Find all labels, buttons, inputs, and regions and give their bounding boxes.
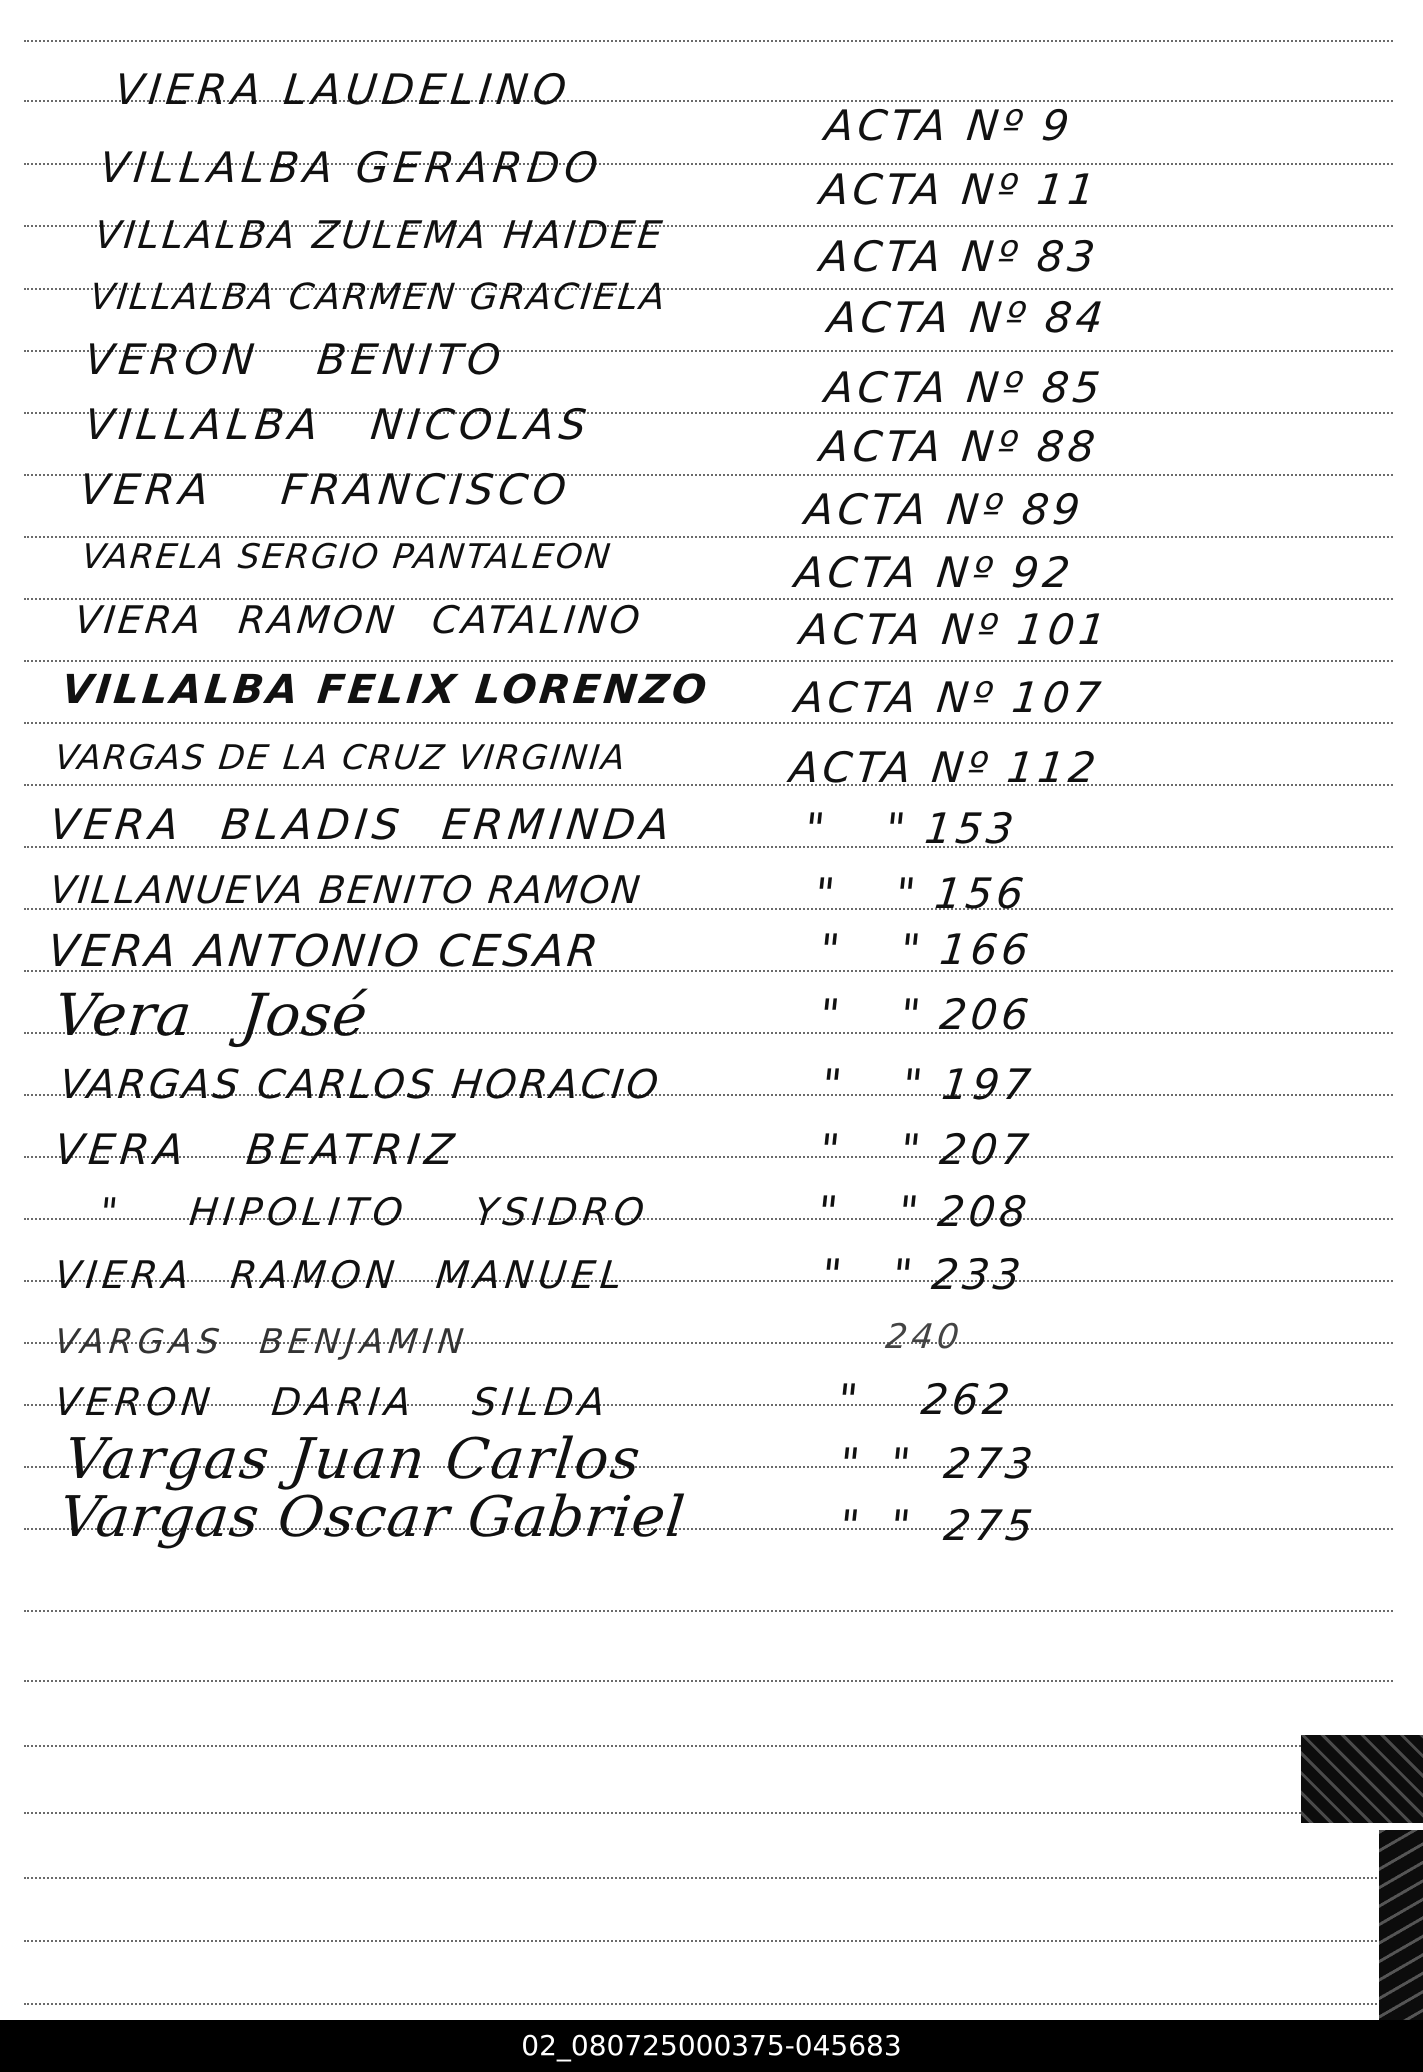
entry-name: VERON DARIA SILDA	[52, 1380, 612, 1424]
acta-label: ACTA Nº	[822, 363, 1029, 412]
acta-label: ACTA Nº	[787, 743, 994, 792]
acta-label: " "	[812, 869, 922, 918]
list-item	[0, 590, 1423, 654]
acta-label: " "	[817, 925, 927, 974]
acta-label: " "	[837, 1501, 917, 1550]
acta-number: 275	[941, 1501, 1039, 1550]
acta-number: 112	[1004, 743, 1102, 792]
entry-name: Vargas Juan Carlos	[61, 1427, 645, 1492]
acta-label	[868, 1309, 873, 1358]
acta-number: 273	[941, 1439, 1039, 1488]
entry-acta	[817, 985, 1113, 1045]
acta-number: 208	[935, 1187, 1033, 1236]
entry-name: VARGAS BENJAMIN	[52, 1322, 471, 1362]
ruled-line	[24, 722, 1393, 724]
ruled-line	[24, 1745, 1393, 1747]
ruled-line	[24, 2003, 1393, 2005]
acta-number: 156	[932, 869, 1030, 918]
list-item	[0, 922, 1423, 982]
list-item	[0, 460, 1423, 534]
acta-label: " "	[817, 1125, 927, 1174]
ruled-line	[24, 1680, 1393, 1682]
acta-label: " "	[802, 804, 912, 853]
ruled-line	[24, 1940, 1393, 1942]
entry-name: VARELA SERGIO PANTALEON	[79, 537, 615, 577]
entry-acta	[817, 1120, 1113, 1180]
entry-acta	[835, 1370, 1131, 1430]
acta-label: ACTA Nº	[792, 673, 999, 722]
entry-acta	[867, 1304, 1164, 1367]
entry-acta	[797, 600, 1112, 660]
acta-label: ACTA Nº	[792, 548, 999, 597]
acta-number: 197	[939, 1060, 1037, 1109]
acta-label: ACTA Nº	[817, 232, 1024, 281]
list-item	[0, 728, 1423, 792]
entry-name: VERA BEATRIZ	[52, 1125, 462, 1174]
entry-acta	[812, 864, 1108, 924]
list-item	[0, 795, 1423, 855]
ruled-line	[24, 1812, 1393, 1814]
entry-acta	[837, 1434, 1133, 1494]
acta-number: 262	[918, 1375, 1017, 1424]
entry-name: VIERA LAUDELINO	[112, 65, 574, 114]
list-item	[0, 60, 1423, 150]
list-item	[0, 1055, 1423, 1115]
list-item	[0, 205, 1423, 281]
entry-name: Vera José	[51, 981, 372, 1049]
entry-name: VIERA RAMON MANUEL	[52, 1253, 629, 1297]
acta-number: 101	[1014, 605, 1112, 654]
list-item	[0, 1427, 1423, 1492]
entry-name: VILLALBA FELIX LORENZO	[59, 667, 712, 713]
document-id: 02_080725000375-045683	[521, 2029, 902, 2062]
ruled-line	[24, 1877, 1393, 1879]
acta-number: 207	[937, 1125, 1035, 1174]
ruled-line	[24, 1610, 1393, 1612]
list-item	[0, 527, 1423, 597]
acta-label: ACTA Nº	[817, 422, 1024, 471]
acta-label: ACTA Nº	[822, 101, 1029, 150]
entry-name: VERON BENITO	[82, 335, 508, 384]
entry-name: VILLALBA GERARDO	[97, 143, 606, 192]
entry-name: VILLALBA NICOLAS	[82, 400, 594, 449]
entry-name: VARGAS CARLOS HORACIO	[57, 1062, 664, 1108]
list-item	[0, 1120, 1423, 1180]
list-item	[0, 1245, 1423, 1305]
acta-label: " "	[837, 1439, 917, 1488]
entry-name: VIERA RAMON CATALINO	[72, 598, 645, 642]
acta-label: " "	[819, 1250, 919, 1299]
entry-name: VILLANUEVA BENITO RAMON	[47, 868, 645, 912]
acta-label: ACTA Nº	[802, 485, 1009, 534]
acta-number: 88	[1034, 422, 1102, 471]
entry-name: " HIPOLITO YSIDRO	[97, 1190, 652, 1234]
entry-acta	[802, 799, 1098, 859]
acta-number: 9	[1039, 101, 1076, 150]
entry-acta	[819, 1245, 1115, 1305]
acta-number: 233	[929, 1250, 1027, 1299]
acta-number: 85	[1039, 363, 1107, 412]
acta-number: 240	[883, 1317, 965, 1357]
ruled-line	[24, 40, 1393, 42]
acta-label: "	[835, 1375, 864, 1424]
list-item	[0, 330, 1423, 412]
entry-name: VERA FRANCISCO	[77, 465, 574, 514]
entry-acta	[792, 668, 1107, 728]
entry-acta	[819, 1055, 1115, 1115]
list-item	[0, 395, 1423, 471]
entry-name: VILLALBA ZULEMA HAIDEE	[92, 213, 668, 257]
scan-artifact	[1379, 1830, 1423, 2020]
entry-name: Vargas Oscar Gabriel	[56, 1485, 689, 1550]
list-item	[0, 1312, 1423, 1372]
acta-number: 206	[937, 990, 1035, 1039]
acta-label: ACTA Nº	[817, 165, 1024, 214]
list-item	[0, 660, 1423, 720]
entry-acta	[837, 1496, 1133, 1556]
scan-artifact	[1301, 1735, 1423, 1823]
entry-name: VERA BLADIS ERMINDA	[47, 800, 677, 849]
acta-number: 107	[1009, 673, 1107, 722]
acta-label: " "	[817, 990, 927, 1039]
list-item	[0, 1372, 1423, 1432]
entry-name: VILLALBA CARMEN GRACIELA	[87, 277, 669, 318]
list-item	[0, 1182, 1423, 1242]
acta-label: ACTA Nº	[797, 605, 1004, 654]
list-item	[0, 1485, 1423, 1550]
acta-number: 153	[922, 804, 1020, 853]
entry-acta	[815, 1182, 1111, 1242]
list-item	[0, 138, 1423, 214]
acta-label: " "	[815, 1187, 925, 1236]
acta-number: 84	[1042, 293, 1110, 342]
list-item	[0, 268, 1423, 342]
entry-name: VERA ANTONIO CESAR	[45, 926, 604, 977]
entry-name: VARGAS DE LA CRUZ VIRGINIA	[52, 738, 629, 778]
acta-number: 92	[1009, 548, 1077, 597]
entry-acta	[787, 738, 1102, 798]
acta-number: 11	[1034, 165, 1102, 214]
list-item	[0, 981, 1423, 1049]
list-item	[0, 860, 1423, 920]
entry-acta	[817, 920, 1113, 980]
acta-number: 166	[937, 925, 1035, 974]
acta-label: " "	[819, 1060, 929, 1109]
acta-number: 89	[1019, 485, 1087, 534]
acta-label: ACTA Nº	[825, 293, 1032, 342]
acta-number: 83	[1034, 232, 1102, 281]
